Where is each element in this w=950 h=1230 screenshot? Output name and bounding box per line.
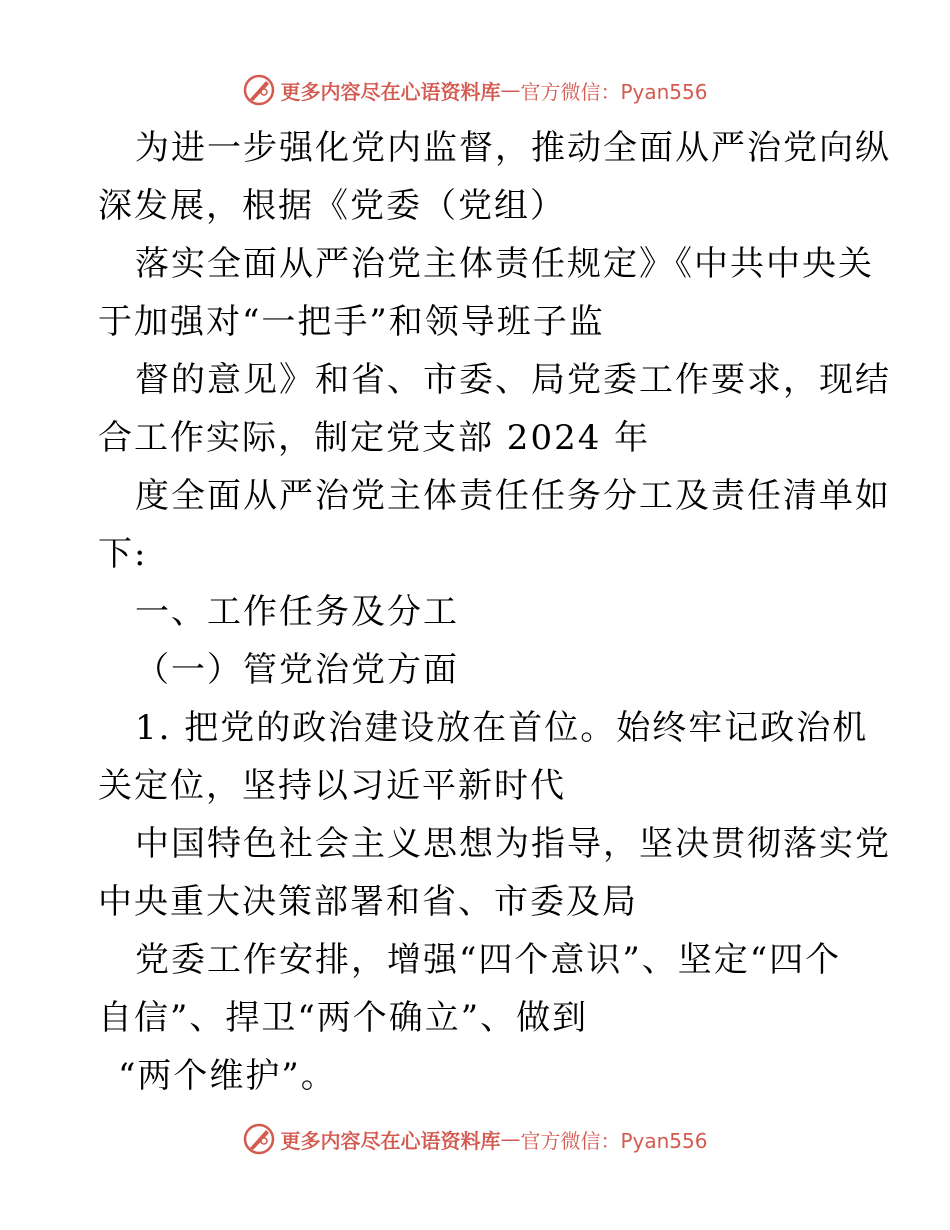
- body-line: 落实全面从严治党主体责任规定》《中共中央关: [135, 244, 874, 284]
- body-line: 自信”、捍卫“两个确立”、做到: [98, 998, 589, 1038]
- footer-watermark: [0, 1119, 950, 1159]
- body-line: 于加强对“一把手”和领导班子监: [98, 302, 605, 342]
- body-line: 中央重大决策部署和省、市委及局: [98, 882, 638, 922]
- body-line: 关定位，坚持以习近平新时代: [98, 766, 566, 806]
- body-line: 下:: [98, 534, 148, 574]
- body-line: 党委工作安排，增强“四个意识”、坚定“四个: [135, 940, 842, 980]
- section-heading: 一、工作任务及分工: [135, 592, 459, 632]
- body-line: 中国特色社会主义思想为指导，坚决贯彻落实党: [135, 824, 891, 864]
- watermark-main-text: 更多内容尽在心语资料库: [280, 1128, 501, 1153]
- watermark-dash: —: [500, 78, 521, 102]
- body-line: “两个维护”。: [118, 1056, 337, 1096]
- watermark-dash: —: [500, 1127, 521, 1151]
- watermark-sub-text: 官方微信：Pyan556: [520, 1128, 708, 1153]
- body-line: 合工作实际，制定党支部 2024 年: [98, 418, 651, 458]
- body-line: 1. 把党的政治建设放在首位。始终牢记政治机: [135, 708, 869, 748]
- body-line: 深发展，根据《党委（党组）: [98, 186, 566, 226]
- quill-logo-icon: [242, 1122, 276, 1156]
- subsection-heading: （一）管党治党方面: [135, 650, 459, 690]
- body-line: 督的意见》和省、市委、局党委工作要求，现结: [135, 360, 891, 400]
- body-line: 为进一步强化党内监督，推动全面从严治党向纵: [135, 128, 891, 168]
- watermark-main-text: 更多内容尽在心语资料库: [280, 79, 501, 104]
- watermark-sub-text: 官方微信：Pyan556: [520, 79, 708, 104]
- body-line: 度全面从严治党主体责任任务分工及责任清单如: [135, 476, 891, 516]
